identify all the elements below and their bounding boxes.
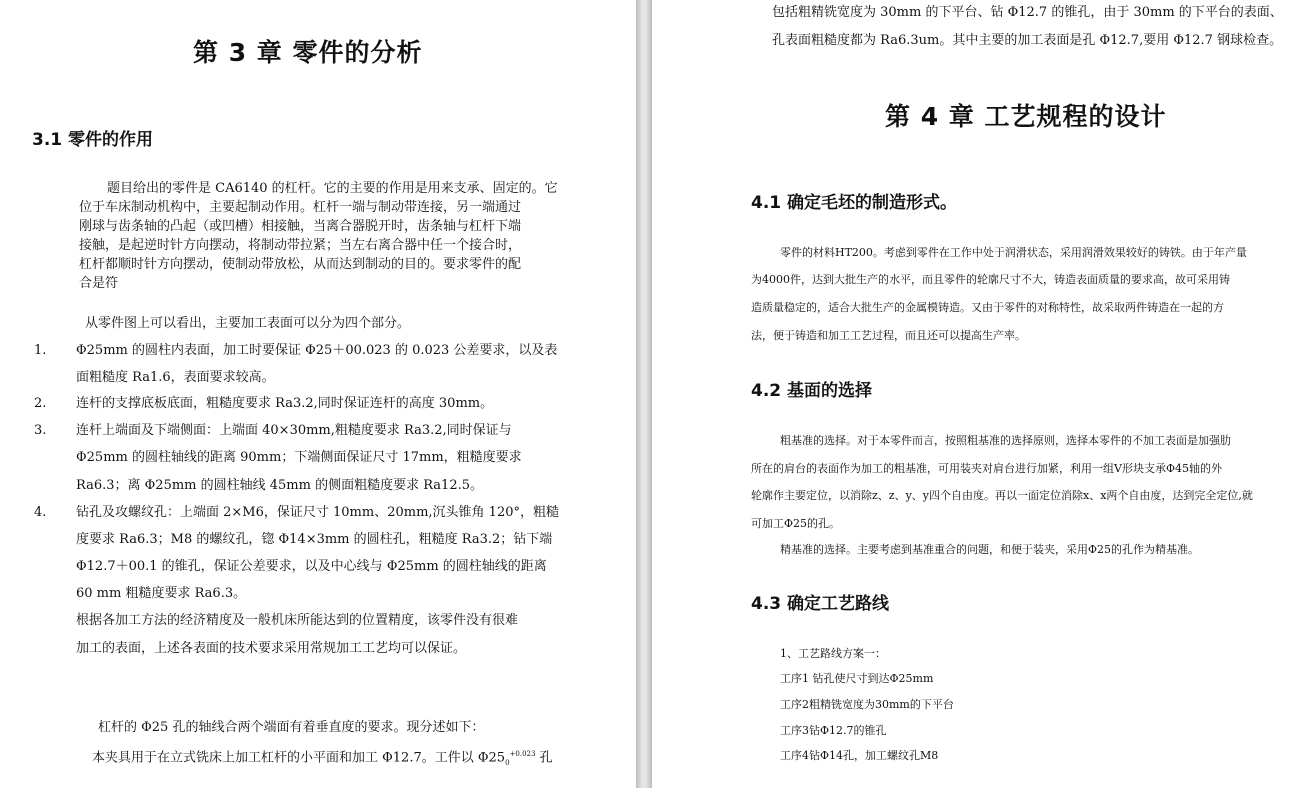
section-3-1-heading: 3.1 零件的作用 <box>32 130 154 150</box>
list-number: 1. <box>34 343 47 358</box>
list-number: 2. <box>34 396 47 411</box>
list-item-line: Φ12.7＋00.1 的锥孔，保证公差要求，以及中心线与 Φ25mm 的圆柱轴线的距离 <box>76 559 547 574</box>
paragraph-line <box>92 745 553 773</box>
route-line: 工序1 钻孔使尺寸到达Φ25mm <box>780 672 934 685</box>
list-item-line: Φ25mm 的圆柱内表面，加工时要保证 Φ25＋00.023 的 0.023 公差要求，以及表 <box>76 343 558 358</box>
paragraph-line: 刚球与齿条轴的凸起（或凹槽）相接触，当离合器脱开时，齿条轴与杠杆下端 <box>79 219 522 234</box>
list-item-line: Φ25mm 的圆柱轴线的距离 90mm；下端侧面保证尺寸 17mm，粗糙度要求 <box>76 450 522 465</box>
paragraph-line: 造质量稳定的，适合大批生产的金属模铸造。又由于零件的对称特性，故采取两件铸造在一起的方 <box>751 301 1224 314</box>
paragraph-line: 包括粗精铣宽度为 30mm 的下平台、钻 Φ12.7 的锥孔，由于 30mm 的下平台的表面、 <box>772 5 1283 20</box>
list-item-line: 连杆的支撑底板底面，粗糙度要求 Ra3.2,同时保证连杆的高度 30mm。 <box>76 396 494 411</box>
paragraph-line: 精基准的选择。主要考虑到基准重合的问题，和便于装夹，采用Φ25的孔作为精基准。 <box>780 543 1200 556</box>
list-number: 4. <box>34 505 47 520</box>
paragraph-line: 杠杆都顺时针方向摆动，使制动带放松，从而达到制动的目的。要求零件的配 <box>79 257 522 272</box>
paragraph-line: 合是符 <box>79 276 119 291</box>
section-4-2-heading: 4.2 基面的选择 <box>751 381 873 401</box>
paragraph-line: 从零件图上可以看出，主要加工表面可以分为四个部分。 <box>85 316 411 331</box>
paragraph-line: 所在的肩台的表面作为加工的粗基准，可用装夹对肩台进行加紧，利用一组V形块支承Φ45轴的外 <box>751 462 1222 475</box>
paragraph-line: 孔表面粗糙度都为 Ra6.3um。其中主要的加工表面是孔 Φ12.7,要用 Φ12.7 钢球检查。 <box>772 33 1283 48</box>
paragraph-line: 粗基准的选择。对于本零件而言，按照粗基准的选择原则，选择本零件的不加工表面是加强肋 <box>780 434 1231 447</box>
paragraph-line: 可加工Φ25的孔。 <box>751 517 841 530</box>
route-line: 1、工艺路线方案一： <box>780 647 886 660</box>
left-page <box>0 0 636 788</box>
paragraph-line: 加工的表面，上述各表面的技术要求采用常规加工工艺均可以保证。 <box>76 641 467 656</box>
list-item-line: Ra6.3；离 Φ25mm 的圆柱轴线 45mm 的侧面粗糙度要求 Ra12.5。 <box>76 478 484 493</box>
section-4-3-heading: 4.3 确定工艺路线 <box>751 594 890 614</box>
paragraph-text: 孔 <box>535 750 553 766</box>
paragraph-line: 根据各加工方法的经济精度及一般机床所能达到的位置精度，该零件没有很难 <box>76 613 519 628</box>
section-4-1-heading: 4.1 确定毛坯的制造形式。 <box>751 193 958 213</box>
route-line: 工序3钻Φ12.7的锥孔 <box>780 724 887 737</box>
list-number: 3. <box>34 423 47 438</box>
list-item-line: 60 mm 粗糙度要求 Ra6.3。 <box>76 586 247 601</box>
paragraph-line: 杠杆的 Φ25 孔的轴线合两个端面有着垂直度的要求。现分述如下： <box>98 720 485 735</box>
chapter-4-title: 第 4 章 工艺规程的设计 <box>885 102 1167 131</box>
chapter-3-title: 第 3 章 零件的分析 <box>193 38 423 67</box>
paragraph-line: 为4000件，达到大批生产的水平，而且零件的轮廓尺寸不大，铸造表面质量的要求高，故可采用铸 <box>751 273 1230 286</box>
paragraph-line: 接触，是起逆时针方向摆动，将制动带拉紧；当左右离合器中任一个接合时， <box>79 238 522 253</box>
paragraph-text: 本夹具用于在立式铣床上加工杠杆的小平面和加工 Φ12.7。工件以 Φ25 <box>92 750 506 766</box>
list-item-line: 度要求 Ra6.3；M8 的螺纹孔，锪 Φ14×3mm 的圆柱孔，粗糙度 Ra3.2；钻下端 <box>76 532 553 547</box>
paragraph-line: 位于车床制动机构中，主要起制动作用。杠杆一端与制动带连接，另一端通过 <box>79 200 522 215</box>
route-line: 工序4钻Φ14孔，加工螺纹孔M8 <box>780 749 939 762</box>
list-item-line: 钻孔及攻螺纹孔：上端面 2×M6，保证尺寸 10mm、20mm,沉头锥角 120°，粗糙 <box>76 505 559 520</box>
tolerance-lower: 0 <box>505 758 510 767</box>
page-gutter <box>636 0 652 788</box>
right-page <box>652 0 1316 788</box>
tolerance-upper: +0.023 <box>509 750 536 758</box>
list-item-line: 连杆上端面及下端侧面：上端面 40×30mm,粗糙度要求 Ra3.2,同时保证与 <box>76 423 512 438</box>
paragraph-line: 轮廓作主要定位，以消除z、z、y、y四个自由度。再以一面定位消除x、x两个自由度，达到完全定位,就 <box>751 489 1253 502</box>
route-line: 工序2粗精铣宽度为30mm的下平台 <box>780 698 954 711</box>
paragraph-line: 题目给出的零件是 CA6140 的杠杆。它的主要的作用是用来支承、固定的。它 <box>107 181 558 196</box>
paragraph-line: 法，便于铸造和加工工艺过程，而且还可以提高生产率。 <box>751 329 1026 342</box>
paragraph-line: 零件的材料HT200。考虑到零件在工作中处于润滑状态，采用润滑效果较好的铸铁。由于年产量 <box>780 246 1247 259</box>
list-item-line: 面粗糙度 Ra1.6，表面要求较高。 <box>76 370 275 385</box>
